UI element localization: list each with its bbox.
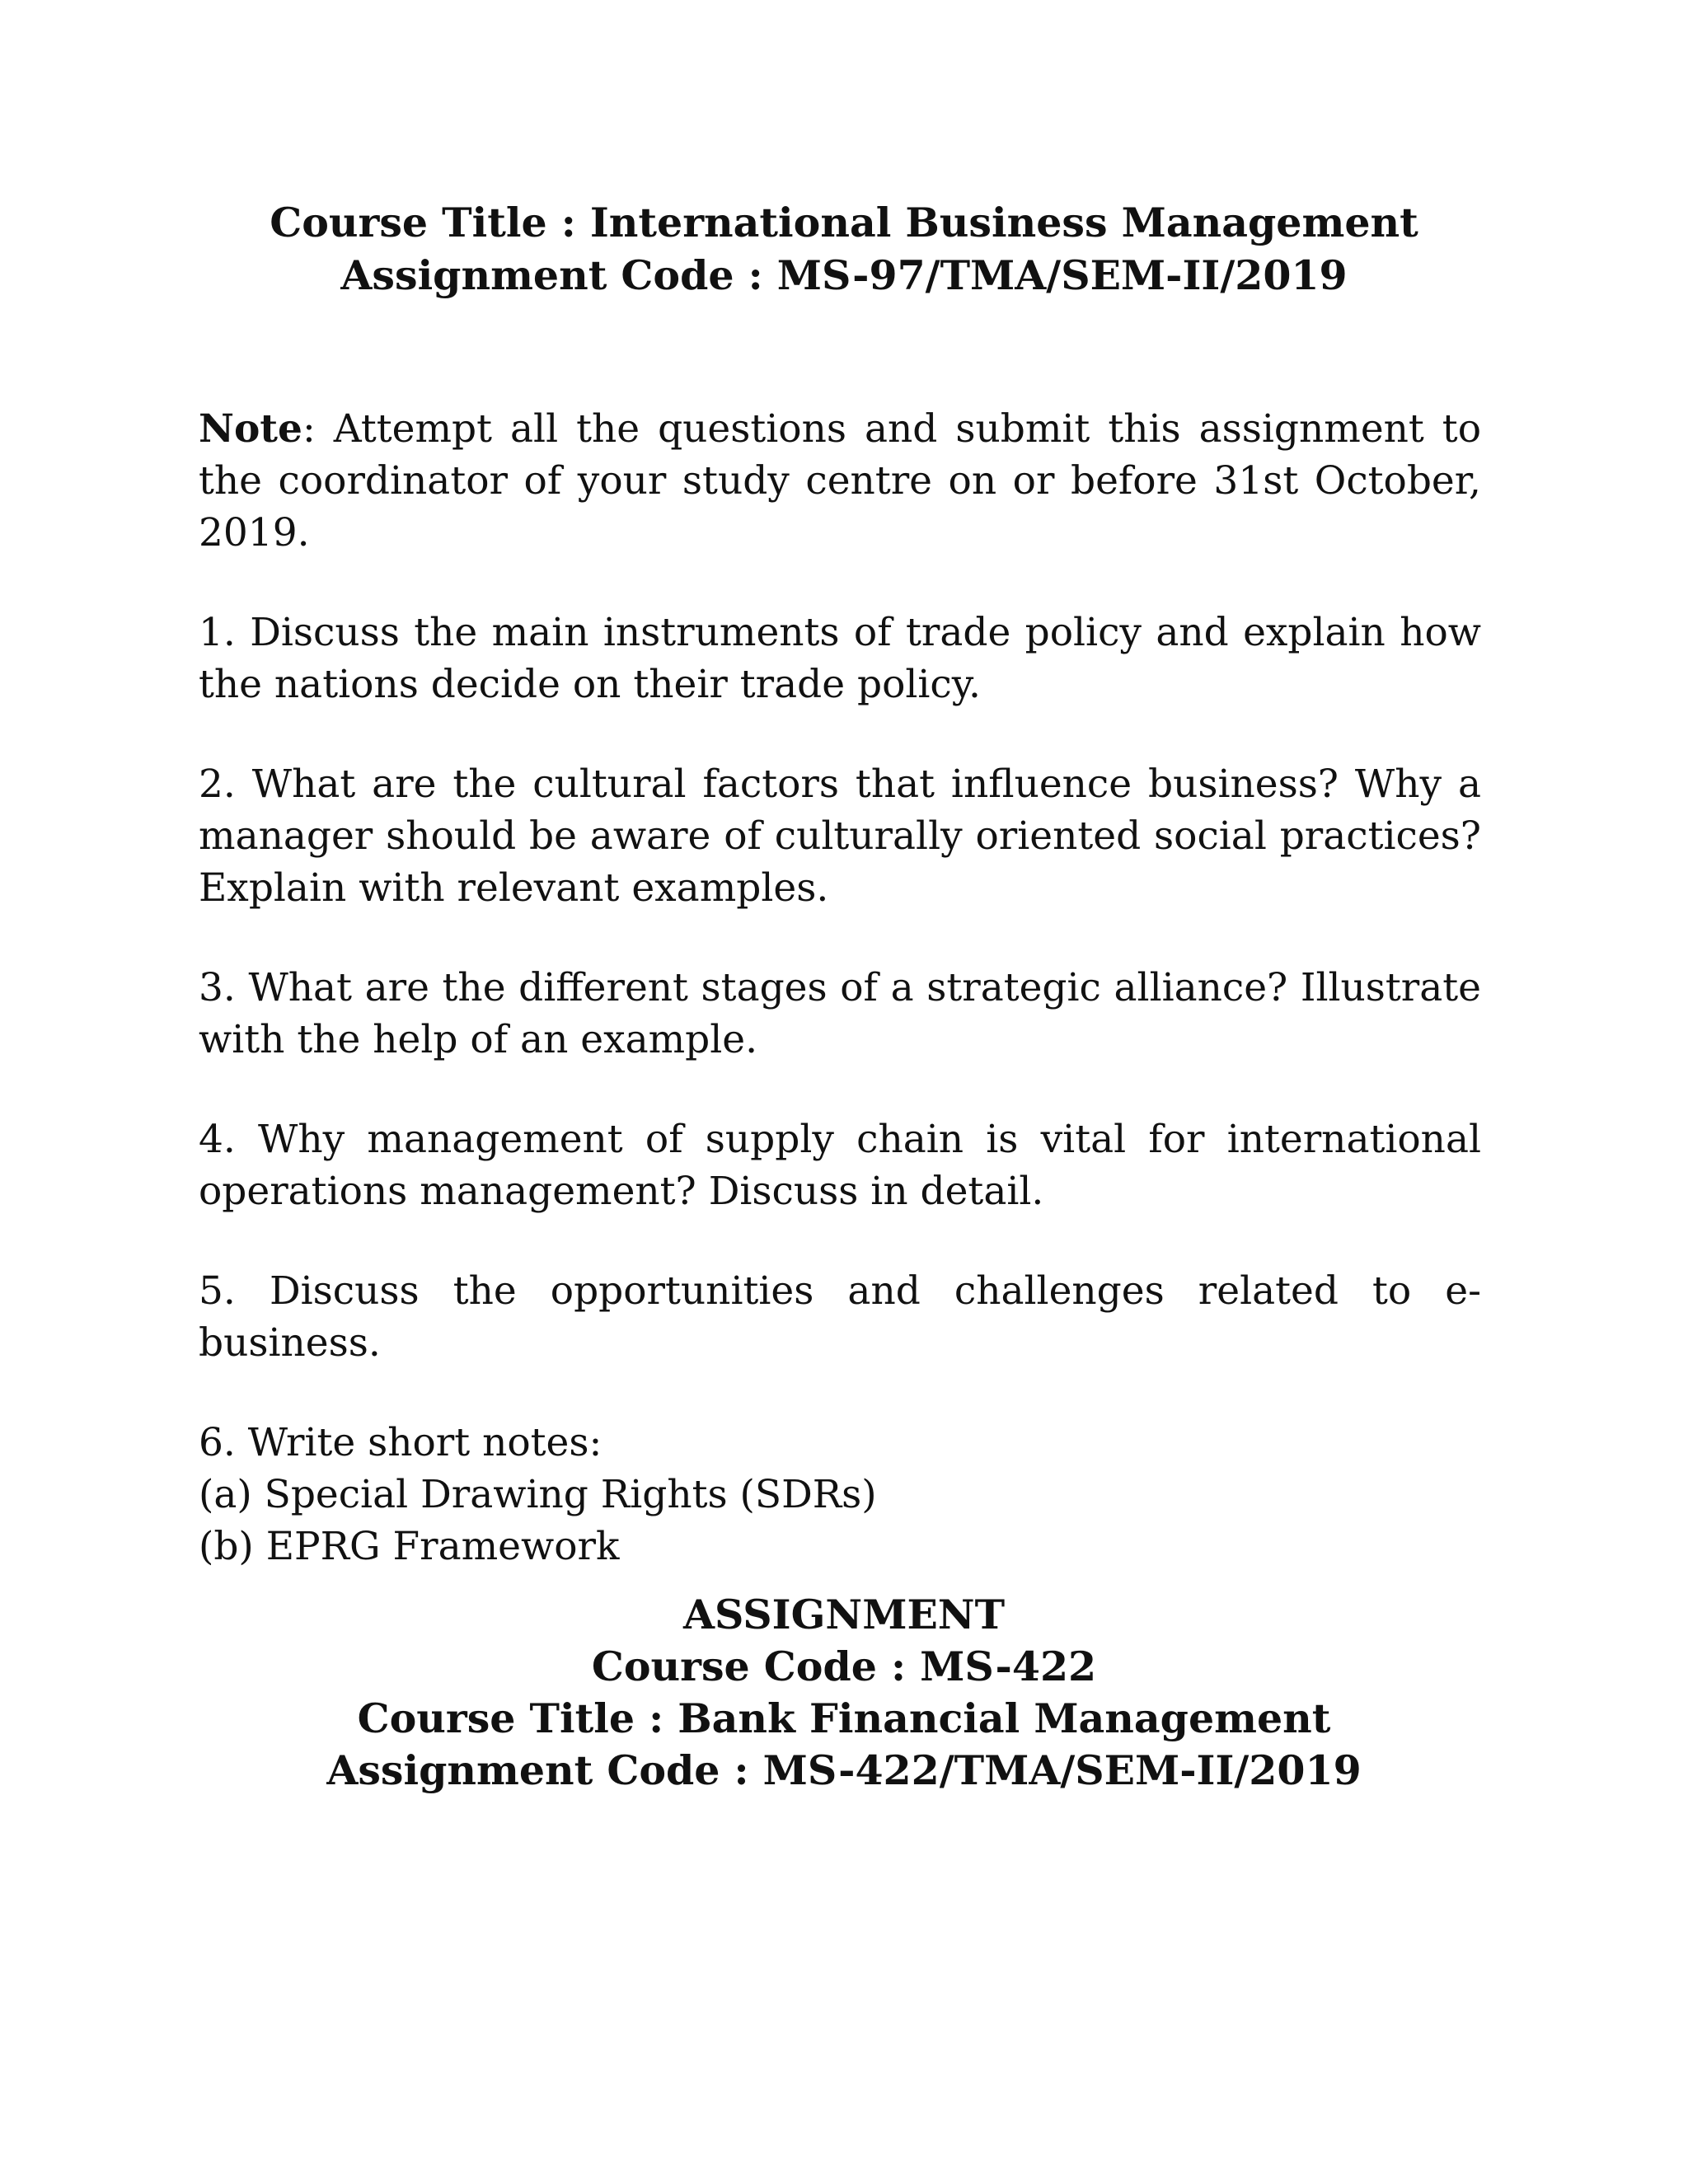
- note-text: : Attempt all the questions and submit this assignment to the coordinator of your study centre on or before 31st October, 2019.: [199, 406, 1481, 555]
- assignment-heading: ASSIGNMENT: [682, 1591, 1006, 1638]
- document-header: [0, 196, 1688, 302]
- question-3: 3. What are the different stages of a strategic alliance? Illustrate with the help of an example.: [199, 965, 1481, 1062]
- question-2: 2. What are the cultural factors that influence business? Why a manager should be aware of culturally oriented social practices? Explain with relevant examples.: [199, 762, 1481, 911]
- note-label: Note: [199, 406, 302, 452]
- assignment-code: Assignment Code : MS-97/TMA/SEM-II/2019: [340, 251, 1348, 299]
- assignment-body: [199, 403, 1481, 1620]
- question-4: 4. Why management of supply chain is vital for international operations management? Discuss in detail.: [199, 1117, 1481, 1214]
- question-6-subitem-b: (b) EPRG Framework: [199, 1524, 620, 1569]
- next-assignment-header: [0, 1589, 1688, 1797]
- question-1: 1. Discuss the main instruments of trade policy and explain how the nations decide on their trade policy.: [199, 610, 1481, 707]
- question-6-subitem-a: (a) Special Drawing Rights (SDRs): [199, 1472, 877, 1517]
- course-title: Course Title : International Business Management: [270, 199, 1418, 246]
- question-5: 5. Discuss the opportunities and challenges related to e-business.: [199, 1268, 1481, 1366]
- footer-assignment-code: Assignment Code : MS-422/TMA/SEM-II/2019: [326, 1746, 1362, 1794]
- footer-course-code: Course Code : MS-422: [591, 1643, 1097, 1690]
- note-paragraph: [199, 403, 1481, 559]
- question-6: [199, 1417, 1481, 1572]
- question-6-text: 6. Write short notes:: [199, 1420, 603, 1465]
- footer-course-title: Course Title : Bank Financial Management: [357, 1694, 1331, 1742]
